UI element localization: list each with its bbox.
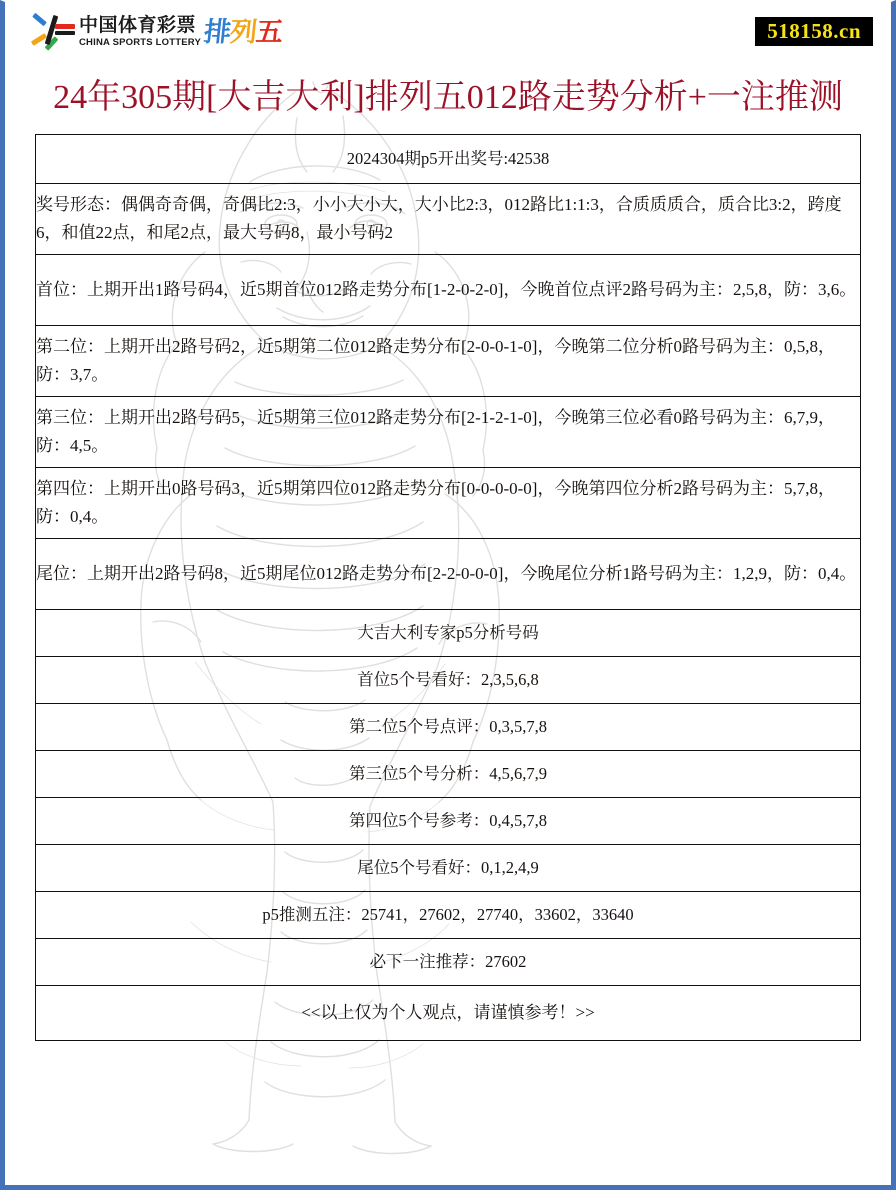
analysis-table [35,134,861,1041]
brand-name-en: CHINA SPORTS LOTTERY [79,37,202,49]
site-header [5,2,891,66]
must-bet-cell: 必下一注推荐：27602 [36,939,861,986]
position-1-analysis-cell: 首位：上期开出1路号码4，近5期首位012路走势分布[1-2-0-2-0]，今晚首位点评2路号码为主：2,5,8，防：3,6。 [36,255,861,326]
position-4-analysis-cell: 第四位：上期开出0路号码3，近5期第四位012路走势分布[0-0-0-0-0]，今晚第四位分析2路号码为主：5,7,8，防：0,4。 [36,468,861,539]
draw-result-cell: 2024304期p5开出奖号:42538 [36,135,861,184]
table-row [36,657,861,704]
page-title: 24年305期[大吉大利]排列五012路走势分析+一注推测 [53,79,843,116]
table-row [36,892,861,939]
table-row [36,468,861,539]
five-bets-cell: p5推测五注：25741，27602，27740，33602，33640 [36,892,861,939]
brand-name-cn: 中国体育彩票 [79,14,197,37]
table-row [36,397,861,468]
pattern-analysis-cell: 奖号形态：偶偶奇奇偶，奇偶比2:3，小小大小大，大小比2:3，012路比1:1:3，合质质质合，质合比3:2，跨度6，和值22点，和尾2点，最大号码8，最小号码2 [36,184,861,255]
brand-name-block [79,16,201,48]
position-2-analysis-cell: 第二位：上期开出2路号码2，近5期第二位012路走势分布[2-0-0-1-0]，今晚第二位分析0路号码为主：0,5,8，防：3,7。 [36,326,861,397]
table-row [36,326,861,397]
position-3-analysis-cell: 第三位：上期开出2路号码5，近5期第三位012路走势分布[2-1-2-1-0]，今晚第三位必看0路号码为主：6,7,9，防：4,5。 [36,397,861,468]
table-row [36,704,861,751]
game-char-1: 排 [202,16,232,48]
game-name-pailie5 [202,16,284,48]
game-char-3: 五 [254,16,284,48]
table-row [36,751,861,798]
table-row [36,845,861,892]
game-char-2: 列 [228,16,258,48]
table-row [36,939,861,986]
pick-position-5-cell: 尾位5个号看好：0,1,2,4,9 [36,845,861,892]
pick-position-2-cell: 第二位5个号点评：0,3,5,7,8 [36,704,861,751]
table-row [36,986,861,1041]
pick-position-1-cell: 首位5个号看好：2,3,5,6,8 [36,657,861,704]
expert-section-header-cell: 大吉大利专家p5分析号码 [36,610,861,657]
table-row [36,610,861,657]
position-5-analysis-cell: 尾位：上期开出2路号码8，近5期尾位012路走势分布[2-2-0-0-0]，今晚尾位分析1路号码为主：1,2,9，防：0,4。 [36,539,861,610]
site-domain-badge[interactable]: 518158.cn [755,17,873,46]
table-row [36,184,861,255]
table-row [36,539,861,610]
pick-position-4-cell: 第四位5个号参考：0,4,5,7,8 [36,798,861,845]
table-row [36,798,861,845]
pick-position-3-cell: 第三位5个号分析：4,5,6,7,9 [36,751,861,798]
disclaimer-cell: <<以上仅为个人观点，请谨慎参考！>> [36,986,861,1041]
analysis-table-wrapper [35,134,861,1041]
table-row [36,135,861,184]
brand-logo [31,10,282,54]
sports-lottery-mark-icon [31,13,75,51]
table-row [36,255,861,326]
